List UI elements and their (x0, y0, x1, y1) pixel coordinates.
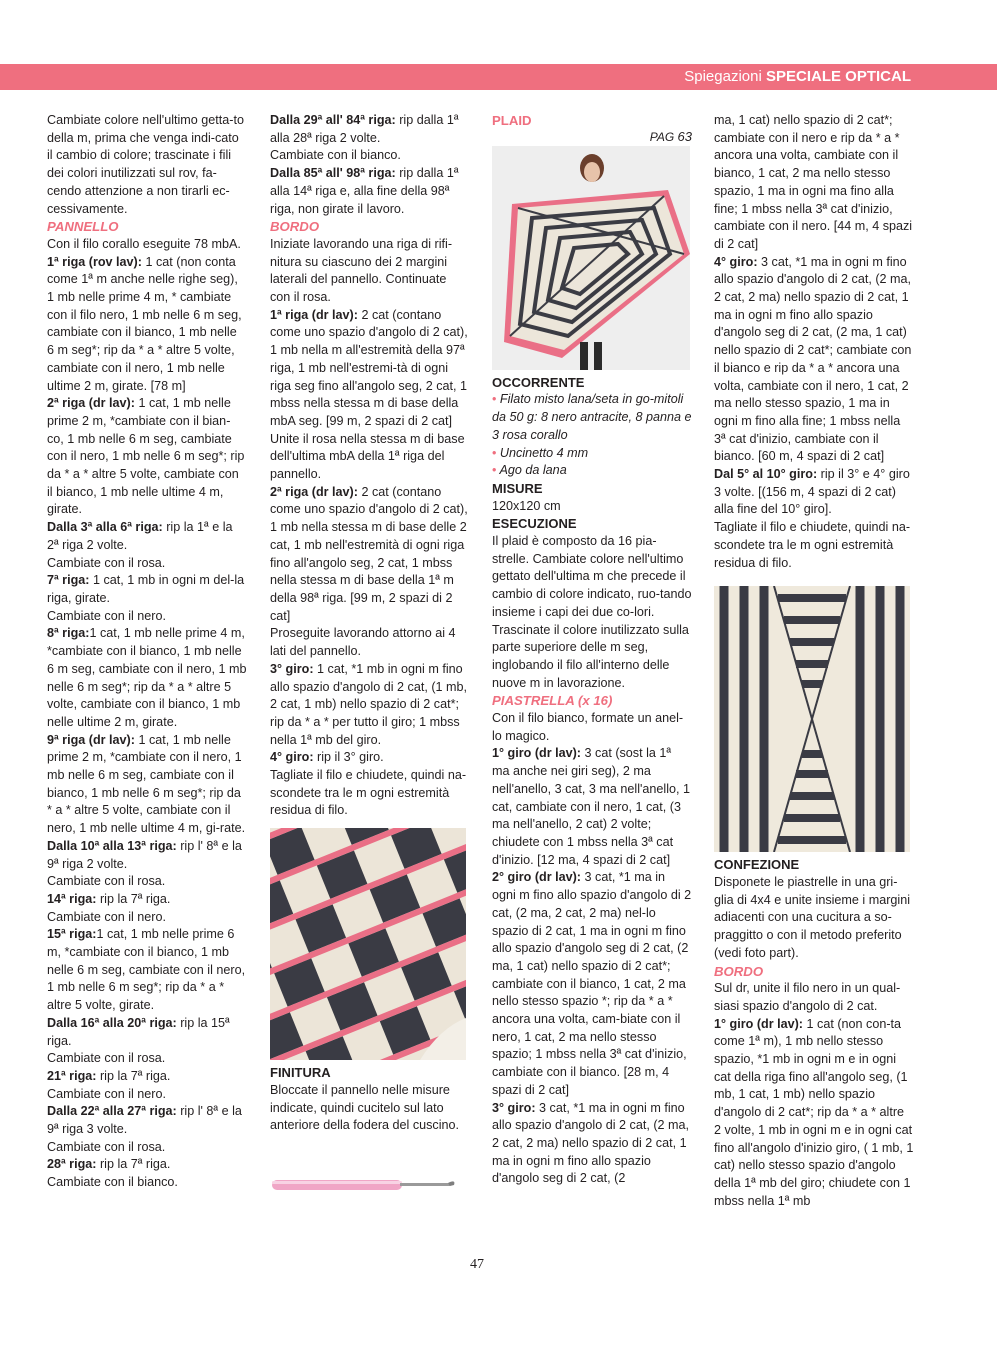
tile-round-5-label: Dal 5° al 10° giro: (714, 467, 818, 482)
row-7 (47, 572, 247, 607)
row-10-label: Dalla 10ª alla 13ª riga: (47, 838, 177, 853)
bordo-round-3-text: 1 cat, *1 mb in ogni m fino allo spazio d'angolo di 2 cat, (1 mb, 2 cat, 1 mb) nello spazio di 2 cat*; rip da * a * per tutto il giro; 1 mbss nella 1ª mb del giro. (270, 661, 468, 747)
pannello-start: Con il filo corallo eseguite 78 mbA. (47, 236, 241, 251)
row-2-text: 1 cat, 1 mb nelle prime 2 m, *cambiate con il bian-co, 1 mb nelle 6 m seg, cambiate con il nero, 1 mb nelle 6 m seg*; rip da * a * altre 5 volte, cambiate con il bianco, 1 mb nelle ultime 4 m, girate. (47, 396, 245, 517)
confezione-heading: CONFEZIONE (714, 857, 800, 873)
row-16-text: rip la 15ª riga. (47, 1015, 230, 1048)
row-10-13 (47, 838, 247, 873)
row-2 (47, 395, 247, 519)
row-1-label: 1ª riga (rov lav): (47, 254, 142, 269)
tile-round-2-label: 2° giro (dr lav): (492, 870, 582, 885)
bordo-round-4-after: Tagliate il filo e chiudete, quindi na-scondete tra le m ogni estremità residua di filo. (270, 768, 467, 818)
finitura-text: Bloccate il pannello nelle misure indicate, quindi cucitelo sul lato anteriore della fodera del cuscino. (270, 1082, 460, 1133)
tile-round-5-10 (714, 466, 914, 519)
bordo-row-1-label: 1ª riga (dr lav): (270, 307, 358, 322)
cushion-stripe-photo (270, 828, 466, 1060)
tile-round-3-label: 3° giro: (492, 1100, 536, 1115)
row-1 (47, 254, 247, 396)
tile-round-3-text: 3 cat, *1 ma in ogni m fino allo spazio d'angolo di 2 cat, (2 ma, 2 cat, 2 ma) nello spazio di 2 cat, 1 ma in ogni m fino allo spazio d'angolo seg di 2 cat, (2 (492, 1100, 690, 1186)
bullet-dot-icon: • (492, 445, 497, 460)
row-21-after: Cambiate con il nero. (47, 1086, 167, 1101)
header-speciale: SPECIALE OPTICAL (765, 68, 911, 85)
pag-number: 63 (677, 128, 692, 144)
row-8 (47, 625, 247, 731)
pannello-heading: PANNELLO (47, 219, 119, 235)
confezione-text: Disponete le piastrelle in una gri-glia di 4x4 e unite insieme i margini adiacenti con una cucitura a so-praggitto o con il metodo preferito (vedi foto part). (714, 874, 911, 960)
plaid-heading: PLAID (492, 113, 532, 128)
column-4 (714, 112, 914, 1210)
bordo-intro-1: Iniziate lavorando una riga di rifi-nitura su ciascuno dei 2 margini laterali del pannello. Continuate con il rosa. (270, 236, 453, 305)
row-14-label: 14ª riga: (47, 891, 97, 906)
plaid-border-round-1-label: 1° giro (dr lav): (714, 1016, 804, 1031)
row-2-label: 2ª riga (dr lav): (47, 396, 135, 411)
row-8-text: 1 cat, 1 mb nelle prime 4 m, *cambiate con il bianco, 1 mb nelle 6 m seg, cambiate con il nero, 1 mb nelle 6 m seg*; rip da * a * altre 5 volte, cambiate con il bianco, 1 mb nelle ultime 2 m, girate. (47, 626, 247, 729)
tile-round-3 (492, 1100, 692, 1189)
header-section: Spiegazioni (684, 68, 762, 85)
row-29-text: rip dalla 1ª alla 28ª riga 2 volte. (270, 113, 459, 145)
row-9-text: 1 cat, 1 mb nelle prime 2 m, *cambiate con il nero, 1 mb nelle 6 m seg, cambiate con il bianco, 1 mb nelle 6 m seg*; rip da * a * altre 5 volte, cambiate con il nero, 1 mb nelle ultime 4 m, gi-rate. (47, 732, 246, 836)
row-3-after: Cambiate con il rosa. (47, 555, 166, 570)
piastrella-heading: PIASTRELLA (x 16) (492, 693, 613, 709)
occorrente-heading: OCCORRENTE (492, 374, 585, 390)
bordo-row-1-after: Unite il rosa nella stessa m di base dell'ultima mbA della 1ª riga del pannello. (270, 431, 465, 482)
tile-round-4-text: 3 cat, *1 ma in ogni m fino allo spazio d'angolo di 2 cat, (2 ma, 2 cat, 2 ma) nello spazio di 2 cat, 1 ma in ogni m fino allo spazio d'angolo seg di 2 cat, (2 ma, 1 cat) nello spazio di 2 cat*; cambiate con il bianco e rip da * a * ancora una volta, cambiate con il nero, 1 cat, 2 ma nello stesso spazio, 1 ma in ogni m fino alla fine; 1 mbss nella 3ª cat d'inizio, cambiate con il bianco. [60 m, 4 spazi di 2 cat] (714, 254, 912, 464)
bordo-round-4 (270, 749, 470, 767)
bordo-heading-1: BORDO (270, 219, 320, 235)
row-85-98 (270, 165, 470, 218)
plaid-border-round-1-text: 1 cat (non con-ta come 1ª m), 1 mb nello stesso spazio, *1 mb in ogni m e in ogni cat della riga fino all'angolo seg, (1 mb, 1 cat, 1 mb) nello spazio d'angolo di 2 cat*; rip da * a * altre 2 volte, 1 mb in ogni m e in ogni cat fino all'angolo d'inizio giro, ( 1 mb, 1 cat) nello stesso spazio d'angolo della 1ª mb del giro; chiudete con 1 mbss nella 1ª mb (714, 1016, 914, 1208)
row-22-after: Cambiate con il rosa. (47, 1139, 166, 1154)
row-28 (47, 1156, 247, 1174)
tile-round-1-text: 3 cat (sost la 1ª ma anche nei giri seg), 2 ma nell'anello, 3 cat, 3 ma nell'anello, 1 cat, cambiate con il nero, 1 cat, (3 ma nell'anello, 2 cat) 2 volte; chiudete con 1 mbss nella 3ª cat d'inizio. [12 ma, 4 spazi di 2 cat] (492, 746, 691, 867)
bordo-row-1-text: 2 cat (contano come uno spazio d'angolo di 2 cat), 1 mb nella m all'estremità della 97ª riga, 1 mb nell'estremi-tà di ogni riga seg fino all'angolo seg, 2 cat, 1 mbss nella stessa m di base della mbA seg. [99 m, 2 spazi di 2 cat] (270, 307, 468, 428)
misure-text: 120x120 cm (492, 498, 561, 513)
row-28-text: rip la 7ª riga. (96, 1157, 171, 1172)
tile-round-5-after: Tagliate il filo e chiudete, quindi na-scondete tra le m ogni estremità residua di filo. (714, 520, 911, 570)
row-8-label: 8ª riga: (47, 626, 90, 641)
row-22-label: Dalla 22ª alla 27ª riga: (47, 1104, 177, 1119)
row-29-label: Dalla 29ª all' 84ª riga: (270, 113, 396, 127)
occorrente-item-2 (492, 445, 692, 463)
tile-round-2-text: 3 cat, *1 ma in ogni m fino allo spazio d'angolo di 2 cat, (2 ma, 2 cat, 2 ma) nel-lo spazio di 2 cat, 1 ma in ogni m fino allo spazio d'angolo seg di 2 cat, (2 ma, 1 cat) nello spazio di 2 cat*; cambiate con il bianco, 1 cat, 2 ma nello stesso spazio *; rip da * a * ancora una volta, cam-biate con il nero, 1 cat, 2 ma nello stesso spazio; 1 mbss nella 3ª cat d'inizio, cambiate con il bianco. [28 m, 4 spazi di 2 cat] (492, 870, 692, 1097)
intro-paragraph: Cambiate colore nell'ultimo getta-to della m, prima che venga indi-cato il cambio di colore; trascinate i fili dei colori inutilizzati sul rov, fa-cendo attenzione a non tirarli ec-cessivamente. (47, 113, 245, 216)
occorrente-needle: Ago da lana (499, 463, 567, 478)
row-29-84 (270, 112, 470, 147)
pag-label: PAG (649, 129, 675, 144)
row-85-text: rip dalla 1ª alla 14ª riga e, alla fine della 98ª riga, non girate il lavoro. (270, 166, 459, 216)
row-9-label: 9ª riga (dr lav): (47, 732, 135, 747)
occorrente-yarn: Filato misto lana/seta in go-mitoli da 50 g: 8 nero antracite, 8 panna e 3 rosa corallo (492, 392, 692, 442)
row-21-label: 21ª riga: (47, 1068, 97, 1083)
piastrella-intro: Con il filo bianco, formate un anel-lo magico. (492, 711, 684, 743)
row-16-after: Cambiate con il rosa. (47, 1051, 166, 1066)
column-2 (270, 112, 470, 1197)
bordo-round-4-text: rip il 3° giro. (313, 750, 384, 765)
occorrente-item-1 (492, 391, 692, 444)
row-16-20 (47, 1015, 247, 1050)
esecuzione-text: Il plaid è composto da 16 pia-strelle. Cambiate colore nell'ultimo gettato dell'ultima m che precede il cambio di colore indicato, ruo-tando insieme i capi dei due co-lori. Trascinate il colore inutilizzato sulla parte superiore delle m seg, inglobando il filo all'interno delle nuove m in lavorazione. (492, 534, 692, 690)
bordo-round-3-label: 3° giro: (270, 661, 314, 676)
esecuzione-heading: ESECUZIONE (492, 516, 577, 532)
row-14-text: rip la 7ª riga. (96, 891, 171, 906)
row-28-after: Cambiate con il bianco. (47, 1175, 178, 1190)
row-3-6 (47, 519, 247, 554)
bordo-round-3 (270, 661, 470, 750)
row-21-text: rip la 7ª riga. (96, 1068, 171, 1083)
page-number: 47 (470, 1257, 484, 1272)
row-15 (47, 926, 247, 1015)
plaid-border-round-1 (714, 1016, 914, 1211)
tile-round-5-text: rip il 3° e 4° giro 3 volte. [(156 m, 4 spazi di 2 cat) alla fine del 10° giro]. (714, 467, 910, 517)
occorrente-item-3 (492, 462, 692, 480)
bordo-row-2-text: 2 cat (contano come uno spazio d'angolo di 2 cat), 1 mb nella stessa m di base delle 2 cat, 1 mb nell'estremità di ogni riga fino all'angolo seg, 2 cat, 1 mbss nella stessa m di base della 1ª m della 98ª riga. [99 m, 2 spazi di 2 cat] (270, 484, 468, 623)
tile-round-4 (714, 254, 914, 466)
row-10-text: rip l' 8ª e la 9ª riga 2 volte. (47, 838, 242, 871)
tile-round-4-label: 4° giro: (714, 254, 758, 269)
row-10-after: Cambiate con il rosa. (47, 874, 166, 889)
row-14 (47, 891, 247, 909)
row-9 (47, 732, 247, 838)
column-3 (492, 112, 692, 1188)
occorrente-hook: Uncinetto 4 mm (499, 445, 589, 460)
row-7-text: 1 cat, 1 mb in ogni m del-la riga, girate. (47, 573, 245, 605)
row-1-text: 1 cat (non conta come 1ª m anche nelle righe seg), 1 mb nelle prime 4 m, * cambiate con il filo nero, 1 mb nelle 6 m seg, cambiate con il bianco, 1 mb nelle 6 m seg*; rip da * a * altre 5 volte, cambiate con il nero, 1 mb nelle ultime 2 m, girate. [78 m] (47, 254, 242, 393)
bordo-round-4-label: 4° giro: (270, 750, 314, 765)
row-21 (47, 1068, 247, 1086)
row-15-text: 1 cat, 1 mb nelle prime 6 m, *cambiate con il bianco, 1 mb nelle 6 m seg, cambiate con il nero, 1 mb nelle 6 m seg*; rip da * a * altre 5 volte, girate. (47, 927, 246, 1013)
tile-round-1 (492, 745, 692, 869)
row-22-27 (47, 1103, 247, 1138)
row-28-label: 28ª riga: (47, 1157, 97, 1172)
row-3-label: Dalla 3ª alla 6ª riga: (47, 520, 163, 535)
bordo-heading-2: BORDO (714, 963, 764, 979)
row-7-label: 7ª riga: (47, 573, 90, 588)
row-15-label: 15ª riga: (47, 927, 97, 942)
crochet-hook-image (270, 1173, 470, 1197)
tile-round-2 (492, 869, 692, 1099)
row-22-text: rip l' 8ª e la 9ª riga 3 volte. (47, 1104, 242, 1137)
plaid-model-photo (492, 146, 690, 370)
page-reference (492, 130, 692, 144)
bordo-row-2-after: Proseguite lavorando attorno ai 4 lati del pannello. (270, 626, 456, 659)
bordo-row-2 (270, 484, 470, 626)
bullet-dot-icon: • (492, 463, 497, 478)
tile-detail-photo (714, 586, 910, 852)
bordo-row-2-label: 2ª riga (dr lav): (270, 484, 358, 499)
misure-heading: MISURE (492, 480, 543, 496)
row-85-label: Dalla 85ª all' 98ª riga: (270, 166, 396, 181)
finitura-heading: FINITURA (270, 1065, 331, 1081)
header-title (684, 68, 911, 86)
row-16-label: Dalla 16ª alla 20ª riga: (47, 1015, 177, 1030)
row-29-after: Cambiate con il bianco. (270, 148, 401, 163)
column-1 (47, 112, 247, 1192)
bullet-dot-icon: • (492, 392, 497, 407)
bordo-intro-2: Sul dr, unite il filo nero in un qual-siasi spazio d'angolo di 2 cat. (714, 981, 901, 1013)
tile-round-3-cont: ma, 1 cat) nello spazio di 2 cat*; cambiate con il nero e rip da * a * ancora una volta, cambiate con il bianco, 1 cat, 2 ma nello stesso spazio, 1 ma in ogni ma fino alla fine; 1 mbss nella 3ª cat d'inizio, cambiate con il nero. [44 m, 4 spazi di 2 cat] (714, 113, 913, 251)
row-7-after: Cambiate con il nero. (47, 608, 167, 623)
bordo-row-1 (270, 307, 470, 431)
row-3-text: rip la 1ª e la 2ª riga 2 volte. (47, 520, 233, 552)
row-14-after: Cambiate con il nero. (47, 909, 167, 924)
check-pattern (270, 828, 466, 1060)
tile-round-1-label: 1° giro (dr lav): (492, 746, 582, 761)
